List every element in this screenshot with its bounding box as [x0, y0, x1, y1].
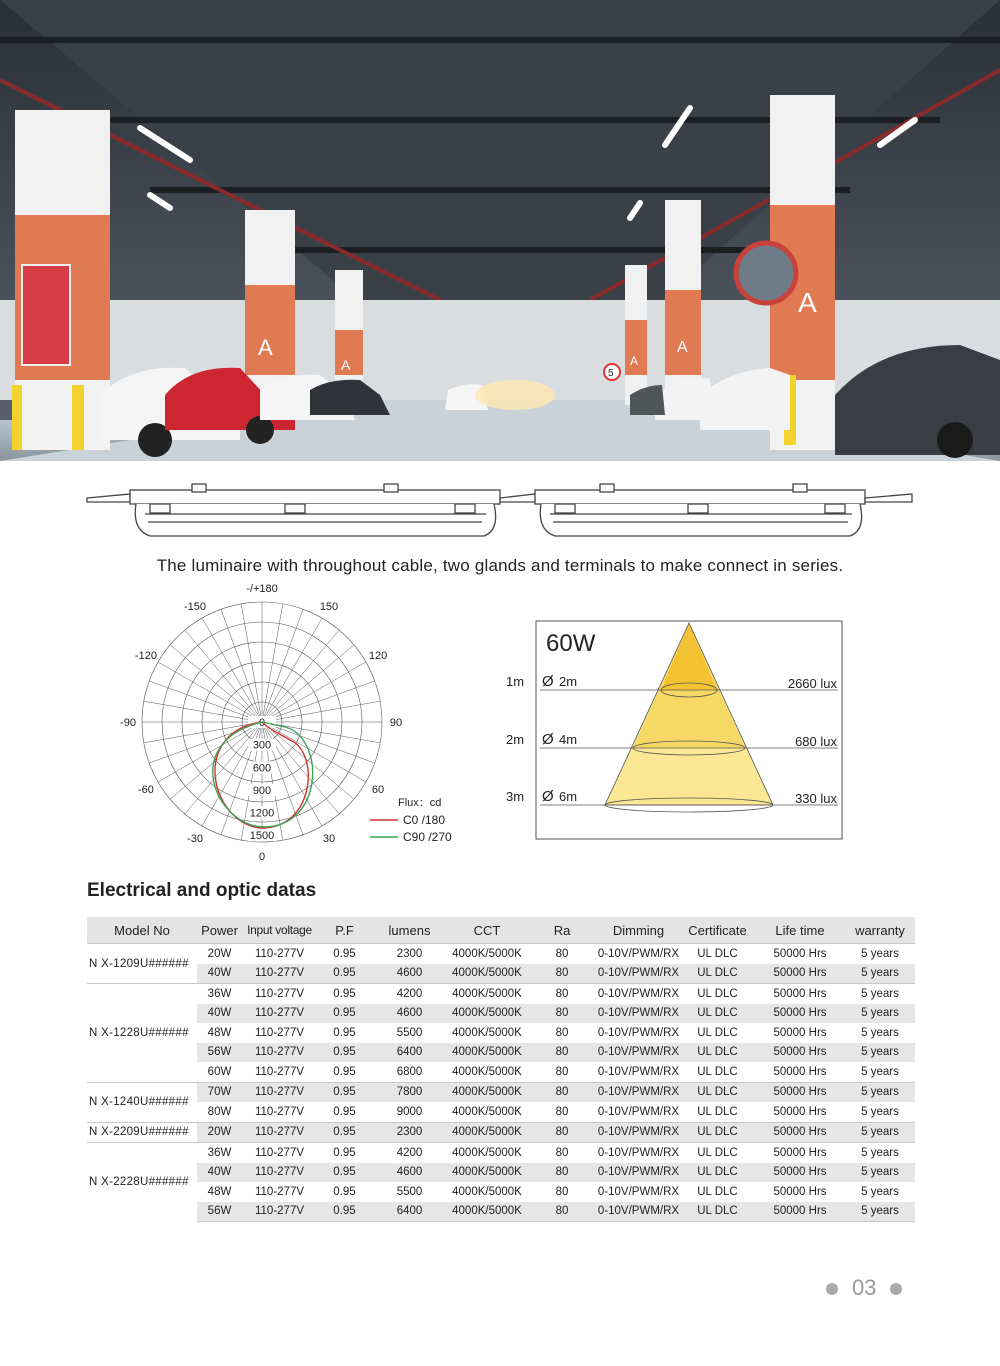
- zone-label-3: A: [798, 287, 817, 318]
- table-cell: 0.95: [333, 1105, 356, 1118]
- table-row: [87, 1102, 915, 1122]
- table-row: [87, 1143, 915, 1163]
- luminaire-drawing: [0, 478, 1000, 548]
- polar-angle-label: 150: [319, 600, 339, 613]
- table-cell: 4200: [372, 1143, 447, 1163]
- table-cell: 0.95: [333, 1185, 356, 1198]
- table-cell: 4000K/5000K: [447, 1163, 527, 1183]
- table-cell: 4000K/5000K: [447, 1122, 527, 1143]
- table-cell: 4000K/5000K: [447, 1043, 527, 1063]
- table-cell: 0-10V/PWM/RX: [597, 1202, 680, 1222]
- table-cell: UL DLC: [680, 1082, 755, 1102]
- table-cell: 70W: [197, 1082, 242, 1102]
- table-cell: UL DLC: [680, 1004, 755, 1024]
- polar-angle-label: 120: [368, 650, 388, 662]
- table-cell: 0-10V/PWM/RX: [597, 1143, 680, 1163]
- model-number-cell: N X-1209U######: [87, 944, 197, 984]
- zone-label-5: A: [630, 354, 639, 368]
- table-cell: UL DLC: [680, 1202, 755, 1222]
- table-cell: 80: [527, 1122, 597, 1143]
- header-certificate: Certificate: [680, 917, 755, 944]
- table-cell: 5 years: [845, 964, 915, 984]
- header-dimming: Dimming: [597, 917, 680, 944]
- polar-radial-label: 600: [252, 762, 272, 775]
- table-row: [87, 1023, 915, 1043]
- polar-distribution-chart: [120, 583, 480, 867]
- polar-angle-label: 90: [389, 717, 403, 729]
- table-cell: 20W: [197, 1122, 242, 1143]
- header-life: Life time: [755, 917, 845, 944]
- table-cell: 80: [527, 1163, 597, 1183]
- table-cell: 50000 Hrs: [755, 1043, 845, 1063]
- table-cell: 60W: [207, 1065, 232, 1078]
- table-row: [87, 944, 915, 964]
- table-cell: UL DLC: [680, 944, 755, 964]
- table-row: [87, 1163, 915, 1183]
- table-cell: 80: [527, 1043, 597, 1063]
- table-row: [87, 1043, 915, 1063]
- table-cell: 0-10V/PWM/RX: [597, 944, 680, 964]
- table-cell: 4000K/5000K: [447, 944, 527, 964]
- table-cell: 4000K/5000K: [452, 1026, 522, 1039]
- table-cell: 80: [555, 1065, 569, 1078]
- polar-legend-label: C0 /180: [403, 813, 446, 827]
- table-cell: 110-277V: [242, 1143, 317, 1163]
- table-cell: 56W: [197, 1202, 242, 1222]
- cone-power-label: 60W: [546, 630, 596, 657]
- table-cell: 5500: [396, 1026, 423, 1039]
- table-cell: 5 years: [861, 1026, 899, 1039]
- table-row: [87, 1082, 915, 1102]
- table-cell: 0.95: [317, 1202, 372, 1222]
- table-cell: 0.95: [333, 1065, 356, 1078]
- cone-distance-label: 2m: [506, 732, 525, 747]
- table-cell: 80: [527, 984, 597, 1004]
- table-cell: 50000 Hrs: [755, 1143, 845, 1163]
- table-cell: 0-10V/PWM/RX: [597, 984, 680, 1004]
- cone-diameter-symbol: Ø: [542, 731, 554, 748]
- table-cell: 0-10V/PWM/RX: [597, 1105, 680, 1118]
- polar-legend-title: Flux：cd: [398, 797, 442, 809]
- table-cell: 50000 Hrs: [755, 1122, 845, 1143]
- polar-radial-label: 0: [258, 717, 266, 729]
- table-cell: 36W: [197, 1143, 242, 1163]
- table-cell: 0-10V/PWM/RX: [597, 1122, 680, 1143]
- table-cell: 5 years: [861, 1185, 899, 1198]
- table-cell: 80: [527, 1202, 597, 1222]
- polar-angle-label: -120: [134, 650, 157, 662]
- cone-diameter-label: 4m: [559, 732, 578, 747]
- table-cell: 4600: [372, 1004, 447, 1024]
- table-cell: 4200: [372, 984, 447, 1004]
- table-row: [87, 1004, 915, 1024]
- table-cell: 50000 Hrs: [773, 1026, 827, 1039]
- table-cell: 4600: [372, 964, 447, 984]
- table-cell: UL DLC: [697, 1065, 738, 1078]
- table-cell: 5 years: [845, 1122, 915, 1143]
- polar-radial-label: 300: [252, 739, 272, 752]
- table-cell: 110-277V: [242, 984, 317, 1004]
- header-warranty: warranty: [845, 917, 915, 944]
- table-cell: 50000 Hrs: [773, 1065, 827, 1078]
- table-cell: 6800: [396, 1065, 423, 1078]
- table-cell: 0-10V/PWM/RX: [597, 1185, 680, 1198]
- table-cell: 5 years: [861, 1065, 899, 1078]
- table-cell: 5 years: [845, 1202, 915, 1222]
- table-cell: 110-277V: [242, 944, 317, 964]
- table-cell: 5 years: [845, 1143, 915, 1163]
- table-cell: 40W: [197, 1004, 242, 1024]
- polar-angle-label: -60: [137, 784, 154, 796]
- table-cell: 50000 Hrs: [755, 1202, 845, 1222]
- table-cell: 4000K/5000K: [447, 1004, 527, 1024]
- table-row: [87, 964, 915, 984]
- table-cell: 40W: [197, 964, 242, 984]
- model-number-cell: N X-2209U######: [87, 1122, 197, 1143]
- table-cell: UL DLC: [680, 1143, 755, 1163]
- table-cell: 9000: [396, 1105, 423, 1118]
- model-number-cell: N X-1240U######: [87, 1082, 197, 1122]
- table-cell: 0-10V/PWM/RX: [597, 1163, 680, 1183]
- table-cell: UL DLC: [680, 964, 755, 984]
- header-power: Power: [197, 917, 242, 944]
- table-cell: 110-277V: [254, 1026, 305, 1039]
- cone-lux-label: 330 lux: [795, 791, 837, 806]
- header-cct: CCT: [447, 917, 527, 944]
- page-indicator: [826, 1275, 906, 1301]
- table-cell: 0.95: [317, 964, 372, 984]
- table-cell: 0-10V/PWM/RX: [597, 1043, 680, 1063]
- spec-table: [87, 917, 915, 1222]
- table-cell: 5 years: [845, 944, 915, 964]
- table-row: [87, 1182, 915, 1202]
- table-cell: UL DLC: [697, 1105, 738, 1118]
- table-cell: 110-277V: [242, 1043, 317, 1063]
- table-cell: 20W: [197, 944, 242, 964]
- table-cell: 4000K/5000K: [447, 1143, 527, 1163]
- cone-distance-label: 1m: [506, 674, 525, 689]
- table-cell: 56W: [197, 1043, 242, 1063]
- table-cell: 36W: [197, 984, 242, 1004]
- parking-garage-photo: [0, 0, 1000, 461]
- header-lumens: lumens: [372, 917, 447, 944]
- table-cell: 110-277V: [242, 1122, 317, 1143]
- polar-radial-label: 900: [252, 784, 272, 797]
- table-cell: 80: [555, 1026, 569, 1039]
- table-cell: 80W: [207, 1105, 232, 1118]
- table-cell: 0-10V/PWM/RX: [597, 1026, 680, 1039]
- table-cell: 2300: [372, 944, 447, 964]
- table-cell: 0.95: [333, 1026, 356, 1039]
- section-title: Electrical and optic datas: [87, 880, 317, 901]
- table-cell: 5 years: [845, 1163, 915, 1183]
- table-cell: 80: [555, 1105, 569, 1118]
- polar-angle-label: -30: [187, 833, 203, 846]
- table-cell: 50000 Hrs: [755, 1082, 845, 1102]
- table-cell: 4000K/5000K: [447, 1082, 527, 1102]
- header-ra: Ra: [527, 917, 597, 944]
- table-cell: 0.95: [317, 1163, 372, 1183]
- table-cell: 110-277V: [242, 1082, 317, 1102]
- table-cell: 110-277V: [254, 1065, 305, 1078]
- polar-angle-label: 0: [258, 851, 266, 863]
- table-row: [87, 1202, 915, 1222]
- table-cell: 4000K/5000K: [447, 1202, 527, 1222]
- page-number: 03: [852, 1275, 877, 1300]
- polar-legend-label: C90 /270: [403, 830, 452, 844]
- cone-lux-label: 2660 lux: [787, 676, 837, 691]
- table-cell: UL DLC: [680, 984, 755, 1004]
- table-cell: 5 years: [845, 984, 915, 1004]
- table-cell: 50000 Hrs: [755, 984, 845, 1004]
- table-cell: 0.95: [317, 1082, 372, 1102]
- polar-angle-label: -150: [183, 600, 207, 613]
- table-cell: UL DLC: [697, 1026, 738, 1039]
- table-cell: 0-10V/PWM/RX: [597, 1065, 680, 1078]
- polar-radial-label: 1200: [249, 807, 275, 820]
- illuminance-cone-diagram: [500, 615, 850, 845]
- polar-radial-label: 1500: [249, 830, 275, 843]
- cone-diameter-label: 6m: [559, 789, 578, 804]
- table-cell: 80: [527, 1143, 597, 1163]
- header-voltage: Input voltage: [242, 917, 317, 944]
- cone-distance-label: 3m: [506, 789, 525, 804]
- table-cell: 5 years: [861, 1105, 899, 1118]
- cone-lux-label: 680 lux: [795, 734, 837, 749]
- table-cell: 80: [527, 964, 597, 984]
- cone-diameter-label: 2m: [559, 674, 578, 689]
- table-cell: 0.95: [317, 1143, 372, 1163]
- table-cell: 110-277V: [242, 1004, 317, 1024]
- luminaire-caption: The luminaire with throughout cable, two glands and terminals to make connect in series.: [156, 556, 844, 575]
- table-cell: 50000 Hrs: [755, 964, 845, 984]
- table-cell: 110-277V: [254, 1185, 305, 1198]
- table-cell: 0.95: [317, 1043, 372, 1063]
- table-cell: 110-277V: [254, 1105, 305, 1118]
- table-cell: 0.95: [317, 1004, 372, 1024]
- model-number-cell: N X-1228U######: [87, 984, 197, 1083]
- table-cell: 6400: [372, 1202, 447, 1222]
- table-cell: 80: [527, 1004, 597, 1024]
- header-model: Model No: [87, 917, 197, 944]
- table-cell: 80: [527, 1082, 597, 1102]
- table-cell: 0-10V/PWM/RX: [597, 1082, 680, 1102]
- speed-sign: 5: [608, 368, 614, 379]
- table-cell: 5 years: [845, 1004, 915, 1024]
- table-cell: 4000K/5000K: [447, 984, 527, 1004]
- page-dot-right: [890, 1283, 902, 1295]
- table-cell: 50000 Hrs: [773, 1185, 827, 1198]
- table-cell: UL DLC: [680, 1122, 755, 1143]
- table-cell: 5 years: [845, 1082, 915, 1102]
- table-cell: 4600: [372, 1163, 447, 1183]
- table-cell: 4000K/5000K: [452, 1065, 522, 1078]
- table-cell: 110-277V: [242, 1202, 317, 1222]
- zone-label-2: A: [341, 357, 351, 373]
- table-cell: 0.95: [317, 984, 372, 1004]
- table-cell: 50000 Hrs: [755, 944, 845, 964]
- header-pf: P.F: [317, 917, 372, 944]
- page-dot-left: [826, 1283, 838, 1295]
- table-cell: 50000 Hrs: [773, 1105, 827, 1118]
- zone-label-1: A: [258, 335, 273, 360]
- table-cell: 50000 Hrs: [755, 1163, 845, 1183]
- table-cell: 110-277V: [242, 1163, 317, 1183]
- polar-angle-label: 30: [322, 833, 336, 846]
- table-cell: 4000K/5000K: [452, 1185, 522, 1198]
- cone-diameter-symbol: Ø: [542, 788, 554, 805]
- cone-diameter-symbol: Ø: [542, 673, 554, 690]
- table-cell: 0.95: [317, 944, 372, 964]
- table-cell: 6400: [372, 1043, 447, 1063]
- table-cell: 40W: [197, 1163, 242, 1183]
- table-row: [87, 1122, 915, 1143]
- polar-angle-label: 60: [371, 784, 385, 796]
- table-cell: 5 years: [845, 1043, 915, 1063]
- table-cell: UL DLC: [680, 1043, 755, 1063]
- table-cell: 2300: [372, 1122, 447, 1143]
- model-number-cell: N X-2228U######: [87, 1143, 197, 1222]
- table-cell: 5500: [396, 1185, 423, 1198]
- table-cell: 4000K/5000K: [452, 1105, 522, 1118]
- table-row: [87, 1062, 915, 1082]
- table-cell: 7800: [372, 1082, 447, 1102]
- table-cell: 50000 Hrs: [755, 1004, 845, 1024]
- table-cell: 48W: [207, 1185, 232, 1198]
- polar-angle-label: -/+180: [246, 583, 278, 595]
- table-cell: 0-10V/PWM/RX: [597, 964, 680, 984]
- table-cell: 110-277V: [242, 964, 317, 984]
- table-cell: 4000K/5000K: [447, 964, 527, 984]
- table-row: [87, 984, 915, 1004]
- table-cell: 48W: [207, 1026, 232, 1039]
- polar-angle-label: -90: [120, 717, 136, 729]
- table-cell: 80: [527, 944, 597, 964]
- table-cell: 80: [555, 1185, 569, 1198]
- zone-label-4: A: [677, 339, 688, 356]
- table-cell: UL DLC: [680, 1163, 755, 1183]
- table-cell: 0-10V/PWM/RX: [597, 1004, 680, 1024]
- table-cell: 0.95: [317, 1122, 372, 1143]
- table-header-row: [87, 917, 915, 944]
- table-cell: UL DLC: [697, 1185, 738, 1198]
